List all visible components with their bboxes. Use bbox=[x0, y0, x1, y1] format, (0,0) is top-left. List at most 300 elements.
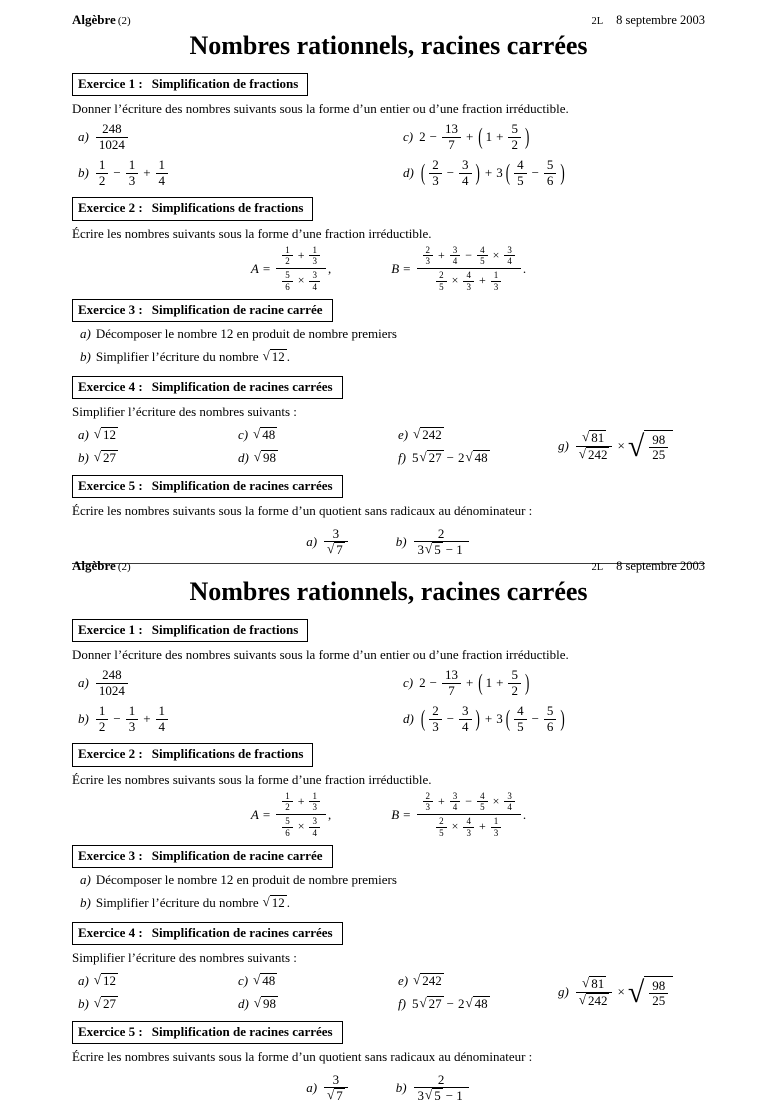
ex4-column-4 bbox=[558, 423, 705, 469]
big-fraction-numerator bbox=[276, 791, 326, 815]
operator: − 1 bbox=[445, 1088, 463, 1104]
exercise-1-intro: Donner l’écriture des nombres suivants sous la forme d’un entier ou d’une fraction irréductible. bbox=[72, 647, 569, 663]
operator: − bbox=[429, 675, 437, 691]
fraction bbox=[156, 704, 169, 734]
item-label: e) bbox=[398, 426, 409, 442]
fraction bbox=[324, 1073, 348, 1104]
exercise-1-box bbox=[72, 619, 308, 642]
ex1-problem-a bbox=[78, 119, 403, 155]
fraction-denominator: 3 bbox=[423, 801, 434, 813]
formula-A bbox=[251, 245, 331, 293]
fraction-denominator: 5 bbox=[477, 255, 488, 267]
big-fraction bbox=[276, 791, 326, 839]
radical-sign: √ bbox=[419, 994, 427, 1010]
fraction bbox=[442, 122, 461, 152]
square-root bbox=[263, 349, 287, 365]
fraction-numerator bbox=[576, 976, 613, 992]
ex4-item-c bbox=[238, 423, 398, 446]
paren-right: ) bbox=[475, 158, 480, 186]
square-root bbox=[94, 973, 118, 989]
big-fraction-denominator bbox=[276, 814, 326, 839]
fraction-denominator: 3 bbox=[423, 255, 434, 267]
big-fraction-numerator bbox=[417, 791, 521, 815]
operator: + bbox=[465, 129, 474, 145]
fraction-numerator: 4 bbox=[480, 790, 485, 801]
exercise-4-intro: Simplifier l’écriture des nombres suivants : bbox=[72, 404, 297, 420]
formula-B bbox=[391, 245, 526, 293]
ex1-problem-d bbox=[403, 701, 705, 737]
operator: − bbox=[531, 711, 539, 727]
exercise-4-box bbox=[72, 922, 343, 945]
paren-right: ) bbox=[560, 158, 565, 186]
radicand: 98 bbox=[262, 449, 276, 465]
fraction-numerator: 3 bbox=[312, 270, 317, 281]
radicand: 242 bbox=[422, 972, 442, 988]
punctuation: , bbox=[327, 806, 332, 822]
item-label: b) bbox=[395, 1080, 407, 1096]
big-fraction-denominator bbox=[417, 814, 521, 839]
ex3-item-a bbox=[80, 324, 705, 345]
exercise-5-box bbox=[72, 1021, 343, 1044]
fraction-denominator: 4 bbox=[459, 173, 472, 188]
item-label: d) bbox=[238, 449, 249, 465]
exercise-3-label: Exercice 3 : bbox=[78, 847, 143, 863]
item-label: b) bbox=[395, 534, 407, 550]
fraction-denominator bbox=[414, 1087, 469, 1104]
exercise-4 bbox=[72, 376, 705, 469]
paren-left: ( bbox=[478, 668, 483, 696]
exercise-3-box bbox=[72, 845, 333, 868]
item-label: a) bbox=[78, 426, 89, 442]
radical-sign: √ bbox=[93, 971, 101, 987]
fraction bbox=[282, 245, 293, 268]
fraction-denominator: 3 bbox=[309, 801, 320, 813]
fraction bbox=[429, 704, 442, 734]
ex5-item-a bbox=[306, 1070, 349, 1106]
fraction-denominator: 4 bbox=[450, 255, 461, 267]
fraction bbox=[436, 816, 447, 839]
square-root bbox=[579, 447, 610, 462]
exercise-4-problems bbox=[72, 969, 705, 1015]
ex4-item-b bbox=[78, 992, 238, 1015]
square-root bbox=[425, 542, 443, 557]
course-name: Algèbre bbox=[72, 12, 116, 27]
fraction-denominator: 3 bbox=[309, 255, 320, 267]
ex4-item-g bbox=[558, 430, 673, 463]
radicand: 12 bbox=[102, 972, 116, 988]
exercise-3 bbox=[72, 299, 705, 370]
ex4-item-a bbox=[78, 423, 238, 446]
fraction bbox=[477, 791, 488, 814]
term: 1 bbox=[485, 675, 493, 691]
radicand: 48 bbox=[474, 449, 488, 465]
equals-sign: = bbox=[262, 806, 271, 822]
square-root bbox=[465, 450, 489, 466]
fraction bbox=[491, 816, 502, 839]
exercise-1-title: Simplification de fractions bbox=[151, 622, 299, 637]
exercise-2-intro: Écrire les nombres suivants sous la forme d’une fraction irréductible. bbox=[72, 771, 432, 787]
exercise-4-label: Exercice 4 : bbox=[78, 378, 143, 394]
item-label: a) bbox=[306, 534, 318, 550]
radicand: 81 bbox=[591, 975, 605, 991]
page-title: Nombres rationnels, racines carrées bbox=[189, 31, 588, 60]
ex3-item-a bbox=[80, 870, 705, 891]
date-label: 8 septembre 2003 bbox=[616, 559, 705, 573]
square-root bbox=[253, 973, 277, 989]
big-fraction-numerator bbox=[276, 245, 326, 269]
square-root bbox=[425, 1088, 443, 1103]
exercise-3 bbox=[72, 845, 705, 916]
exercise-2 bbox=[72, 743, 705, 838]
item-label: g) bbox=[558, 438, 569, 454]
fraction-denominator: 5 bbox=[436, 827, 447, 839]
fraction bbox=[504, 791, 515, 814]
fraction-numerator: 2 bbox=[439, 270, 444, 281]
fraction-numerator: 1 bbox=[128, 703, 136, 719]
fraction-denominator: 3 bbox=[491, 827, 502, 839]
paren-right: ) bbox=[475, 704, 480, 732]
coefficient: 3 bbox=[496, 165, 503, 181]
term: 2 bbox=[419, 675, 426, 691]
exercise-4-intro: Simplifier l’écriture des nombres suivants : bbox=[72, 950, 297, 966]
fraction-denominator bbox=[324, 1087, 348, 1104]
radical-sign: √ bbox=[465, 994, 473, 1010]
operator: + bbox=[143, 165, 151, 181]
ex4-item-b bbox=[78, 446, 238, 469]
exercise-2-label: Exercice 2 : bbox=[78, 200, 143, 216]
fraction-denominator: 1024 bbox=[96, 683, 128, 698]
fraction bbox=[282, 791, 293, 814]
exercise-5-intro: Écrire les nombres suivants sous la forme d’un quotient sans radicaux au dénominateur : bbox=[72, 1049, 533, 1065]
radicand bbox=[644, 430, 673, 463]
coefficient: 2 bbox=[457, 995, 465, 1011]
operator: × bbox=[297, 819, 305, 834]
fraction bbox=[544, 158, 557, 188]
fraction-denominator: 4 bbox=[309, 281, 320, 293]
term: 2 bbox=[419, 129, 426, 145]
variable: A bbox=[250, 260, 259, 276]
radicand: 27 bbox=[102, 995, 116, 1011]
radicand: 7 bbox=[336, 1088, 343, 1104]
fraction bbox=[423, 791, 434, 814]
radical-sign: √ bbox=[253, 448, 261, 464]
ex4-column-1 bbox=[78, 423, 238, 469]
fraction-numerator: 4 bbox=[466, 816, 471, 827]
fraction-denominator: 3 bbox=[491, 281, 502, 293]
radical-sign: √ bbox=[93, 425, 101, 441]
radicand: 242 bbox=[587, 446, 608, 462]
square-root bbox=[582, 430, 606, 445]
item-label: b) bbox=[80, 349, 91, 365]
punctuation: . bbox=[286, 349, 291, 365]
radical-sign: √ bbox=[327, 541, 335, 557]
item-label: b) bbox=[78, 449, 89, 465]
fraction-denominator: 3 bbox=[463, 281, 474, 293]
fraction-numerator: 2 bbox=[425, 790, 431, 801]
radicand: 48 bbox=[474, 995, 488, 1011]
fraction-numerator: 13 bbox=[444, 667, 458, 683]
fraction-denominator: 4 bbox=[156, 173, 169, 188]
fraction bbox=[309, 270, 320, 293]
square-root bbox=[413, 427, 444, 443]
operator: + bbox=[297, 247, 305, 262]
fraction bbox=[544, 704, 557, 734]
paren-left: ( bbox=[420, 704, 426, 732]
operator: − bbox=[429, 129, 437, 145]
header bbox=[72, 12, 705, 28]
operator: × bbox=[297, 273, 305, 288]
exercise-4-label: Exercice 4 : bbox=[78, 924, 143, 940]
operator: − bbox=[446, 711, 455, 727]
fraction-numerator: 13 bbox=[444, 121, 458, 137]
fraction bbox=[442, 668, 461, 698]
fraction bbox=[324, 527, 348, 558]
operator: − bbox=[531, 165, 539, 181]
header-right bbox=[591, 558, 705, 574]
operator: + bbox=[438, 793, 445, 808]
course-name: Algèbre bbox=[72, 558, 116, 573]
fraction-numerator: 1 bbox=[312, 790, 317, 801]
radical-sign: √ bbox=[627, 429, 645, 463]
fraction-denominator: 4 bbox=[504, 255, 515, 267]
equals-sign: = bbox=[403, 806, 411, 822]
fraction-numerator: 5 bbox=[285, 816, 290, 827]
item-label: a) bbox=[80, 872, 91, 888]
fraction bbox=[309, 791, 320, 814]
square-root bbox=[582, 976, 606, 991]
fraction-numerator: 2 bbox=[437, 525, 445, 541]
fraction-numerator: 1 bbox=[285, 244, 290, 255]
ex5-item-b bbox=[396, 1070, 471, 1106]
item-label: d) bbox=[403, 711, 414, 727]
radical-sign: √ bbox=[582, 974, 590, 990]
radicand: 27 bbox=[428, 449, 442, 465]
fraction bbox=[436, 270, 447, 293]
exercise-3-label: Exercice 3 : bbox=[78, 301, 143, 317]
date-label: 8 septembre 2003 bbox=[616, 13, 705, 27]
operator: − bbox=[465, 793, 473, 808]
item-label: a) bbox=[80, 326, 91, 342]
fraction-denominator: 25 bbox=[649, 993, 668, 1008]
fraction-denominator: 5 bbox=[436, 281, 447, 293]
fraction-numerator: 98 bbox=[652, 977, 666, 993]
fraction-denominator bbox=[414, 541, 469, 558]
fraction-numerator: 1 bbox=[158, 703, 166, 719]
fraction-numerator: 5 bbox=[511, 667, 518, 683]
course-number: (2) bbox=[117, 561, 131, 573]
radical-sign: √ bbox=[262, 348, 270, 364]
fraction-denominator: 4 bbox=[156, 719, 169, 734]
fraction-numerator: 2 bbox=[432, 157, 439, 173]
coefficient: 3 bbox=[496, 711, 503, 727]
fraction-denominator: 4 bbox=[450, 801, 461, 813]
big-fraction-numerator bbox=[417, 245, 521, 269]
fraction-numerator: 1 bbox=[158, 157, 166, 173]
paren-left: ( bbox=[505, 704, 511, 732]
fraction-denominator: 2 bbox=[508, 683, 521, 698]
paren-right: ) bbox=[560, 704, 565, 732]
fraction bbox=[649, 433, 668, 463]
operator: − bbox=[113, 165, 121, 181]
ex4-item-c bbox=[238, 969, 398, 992]
radicand: 12 bbox=[271, 895, 285, 911]
exercise-1 bbox=[72, 619, 705, 737]
fraction-numerator: 5 bbox=[546, 157, 554, 173]
fraction-denominator: 2 bbox=[96, 173, 109, 188]
item-label: c) bbox=[238, 426, 249, 442]
fraction-denominator: 3 bbox=[126, 173, 139, 188]
exercise-1-problems bbox=[72, 119, 705, 191]
ex5-item-a bbox=[306, 524, 349, 560]
fraction-numerator: 4 bbox=[480, 244, 485, 255]
ex5-item-b bbox=[396, 524, 471, 560]
fraction-numerator: 3 bbox=[507, 790, 512, 801]
fraction-denominator: 4 bbox=[459, 719, 472, 734]
exercise-2-intro: Écrire les nombres suivants sous la forme d’une fraction irréductible. bbox=[72, 225, 432, 241]
fraction-denominator: 3 bbox=[429, 719, 442, 734]
fraction-numerator: 2 bbox=[425, 244, 431, 255]
fraction-denominator: 7 bbox=[442, 683, 461, 698]
fraction bbox=[96, 704, 109, 734]
variable: A bbox=[250, 806, 259, 822]
item-text: Décomposer le nombre 12 en produit de nombre premiers bbox=[95, 326, 397, 342]
operator: + bbox=[484, 165, 493, 181]
fraction bbox=[96, 668, 128, 698]
worksheet bbox=[72, 558, 705, 1104]
exercise-4-problems bbox=[72, 423, 705, 469]
big-fraction bbox=[417, 245, 521, 293]
ex4-column-1 bbox=[78, 969, 238, 1015]
ex4-column-2 bbox=[238, 969, 398, 1015]
square-root bbox=[253, 427, 277, 443]
exercise-5-label: Exercice 5 : bbox=[78, 478, 143, 494]
ex4-column-4 bbox=[558, 969, 705, 1015]
operator: × bbox=[492, 793, 500, 808]
radical-sign: √ bbox=[93, 994, 101, 1010]
square-root bbox=[628, 430, 673, 463]
square-root bbox=[579, 993, 610, 1008]
item-label: a) bbox=[78, 972, 89, 988]
fraction bbox=[282, 816, 293, 839]
course-number: (2) bbox=[117, 15, 131, 27]
operator: + bbox=[484, 711, 493, 727]
exercise-4-box bbox=[72, 376, 343, 399]
fraction-numerator: 3 bbox=[452, 790, 458, 801]
radicand: 5 bbox=[434, 1088, 441, 1104]
class-label: 2L bbox=[591, 562, 604, 573]
fraction-numerator: 248 bbox=[102, 121, 122, 137]
fraction-numerator: 5 bbox=[511, 121, 518, 137]
fraction bbox=[414, 527, 469, 558]
fraction-numerator: 4 bbox=[517, 703, 524, 719]
radical-sign: √ bbox=[253, 425, 261, 441]
punctuation: . bbox=[522, 260, 527, 276]
radicand: 242 bbox=[422, 426, 442, 442]
fraction bbox=[309, 816, 320, 839]
fraction-numerator: 3 bbox=[462, 157, 469, 173]
ex1-problem-c bbox=[403, 119, 705, 155]
equals-sign: = bbox=[262, 260, 271, 276]
square-root bbox=[94, 450, 118, 466]
fraction-numerator: 2 bbox=[439, 816, 444, 827]
operator: + bbox=[143, 711, 151, 727]
variable: B bbox=[391, 806, 400, 822]
fraction-numerator: 1 bbox=[493, 816, 499, 827]
exercise-2-box bbox=[72, 743, 313, 766]
exercise-5-label: Exercice 5 : bbox=[78, 1024, 143, 1040]
ex4-item-g bbox=[558, 976, 673, 1009]
item-text: Simplifier l’écriture du nombre bbox=[95, 895, 259, 911]
big-fraction-denominator bbox=[276, 268, 326, 293]
item-label: f) bbox=[398, 995, 406, 1011]
radicand: 48 bbox=[262, 972, 276, 988]
fraction bbox=[414, 1073, 469, 1104]
ex4-item-f bbox=[398, 446, 558, 469]
item-label: b) bbox=[80, 895, 91, 911]
ex4-column-2 bbox=[238, 423, 398, 469]
operator: + bbox=[496, 129, 504, 145]
radical-sign: √ bbox=[419, 448, 427, 464]
radicand: 27 bbox=[428, 995, 442, 1011]
fraction-denominator bbox=[324, 541, 348, 558]
exercise-1-problems bbox=[72, 665, 705, 737]
square-root bbox=[94, 427, 118, 443]
fraction bbox=[156, 158, 169, 188]
fraction bbox=[96, 158, 109, 188]
fraction-denominator: 1024 bbox=[96, 137, 128, 152]
coefficient: 3 bbox=[417, 1088, 425, 1104]
item-label: b) bbox=[78, 165, 89, 181]
fraction bbox=[463, 816, 474, 839]
operator: − bbox=[465, 247, 473, 262]
fraction-denominator: 5 bbox=[477, 801, 488, 813]
ex4-item-d bbox=[238, 446, 398, 469]
operator: × bbox=[451, 819, 459, 834]
fraction-denominator: 6 bbox=[282, 281, 293, 293]
radical-sign: √ bbox=[413, 425, 421, 441]
fraction bbox=[514, 704, 527, 734]
item-label: g) bbox=[558, 984, 569, 1000]
exercise-4 bbox=[72, 922, 705, 1015]
fraction-numerator: 4 bbox=[466, 270, 471, 281]
ex4-item-f bbox=[398, 992, 558, 1015]
exercise-3-box bbox=[72, 299, 333, 322]
exercise-2 bbox=[72, 197, 705, 292]
class-label: 2L bbox=[591, 16, 604, 27]
fraction-denominator bbox=[576, 992, 613, 1009]
square-root bbox=[413, 973, 444, 989]
exercise-2-formulas bbox=[72, 245, 705, 293]
ex4-item-e bbox=[398, 423, 558, 446]
fraction-numerator: 2 bbox=[432, 703, 439, 719]
ex4-item-e bbox=[398, 969, 558, 992]
exercise-5-title: Simplification de racines carrées bbox=[151, 1024, 333, 1040]
paren-left: ( bbox=[478, 122, 483, 150]
paren-left: ( bbox=[420, 158, 426, 186]
fraction-numerator: 3 bbox=[312, 816, 317, 827]
operator: − bbox=[446, 449, 454, 465]
operator: + bbox=[438, 247, 445, 262]
fraction-denominator: 5 bbox=[514, 173, 527, 188]
big-fraction bbox=[276, 245, 326, 293]
fraction bbox=[504, 245, 515, 268]
operator: − bbox=[446, 995, 454, 1011]
radical-sign: √ bbox=[578, 445, 586, 461]
radical-sign: √ bbox=[425, 541, 433, 557]
fraction-numerator: 4 bbox=[517, 157, 524, 173]
square-root bbox=[327, 542, 345, 557]
exercise-5-intro: Écrire les nombres suivants sous la forme d’un quotient sans radicaux au dénominateur : bbox=[72, 503, 533, 519]
